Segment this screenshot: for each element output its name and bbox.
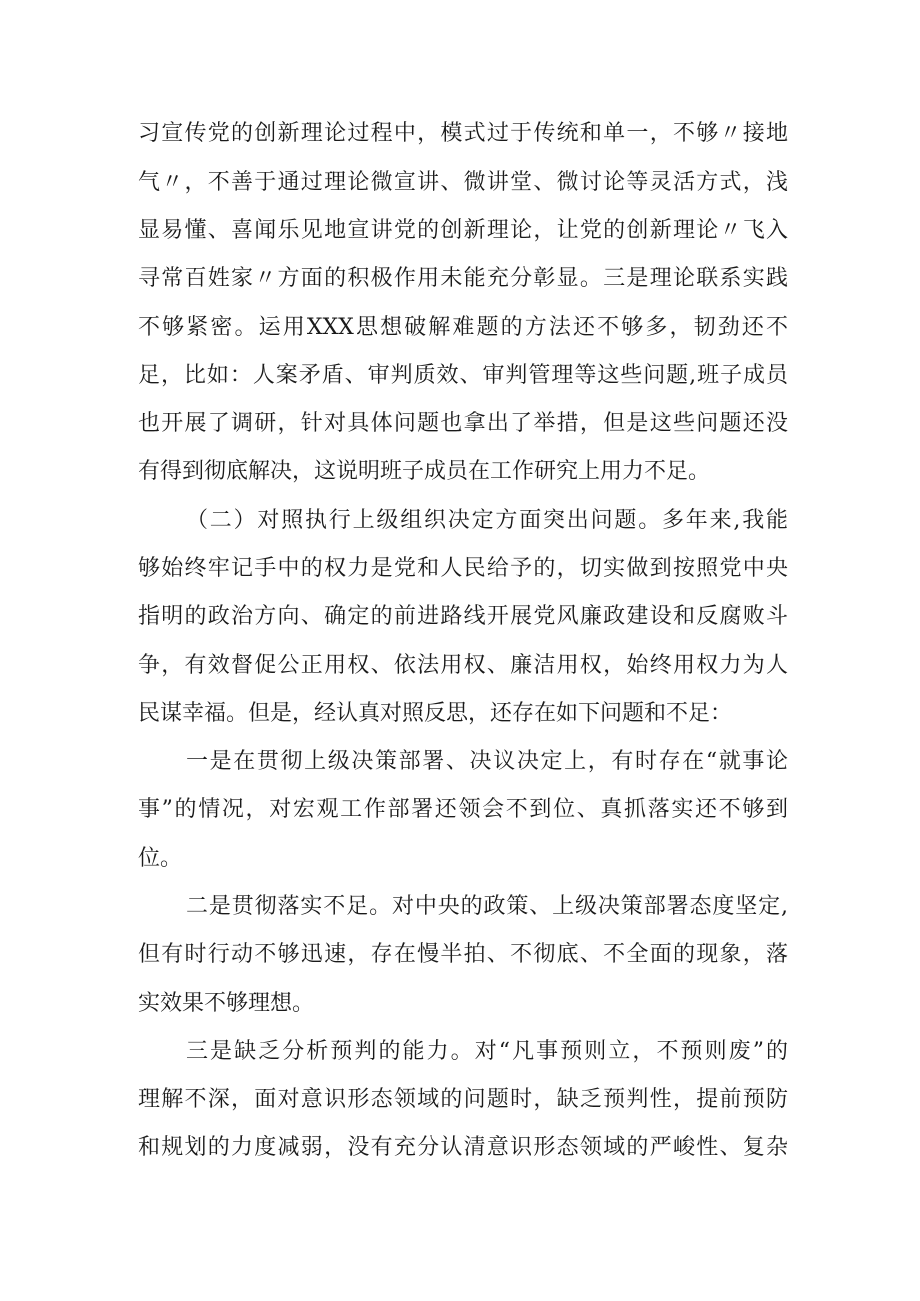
text-line: 显易懂、喜闻乐见地宣讲党的创新理论，让党的创新理论〃飞入 xyxy=(138,218,788,243)
paragraph-first-line: 一是在贯彻上级决策部署、决议决定上，有时存在“就事论 xyxy=(186,749,788,774)
text-line: 够始终牢记手中的权力是党和人民给予的，切实做到按照党中央 xyxy=(138,556,788,581)
text-line: 位。 xyxy=(138,846,183,871)
text-line: 气〃，不善于通过理论微宣讲、微讲堂、微讨论等灵活方式，浅 xyxy=(138,170,788,195)
text-line: 争，有效督促公正用权、依法用权、廉洁用权，始终用权力为人 xyxy=(138,653,788,678)
text-line: 也开展了调研，针对具体问题也拿出了举措，但是这些问题还没 xyxy=(138,411,788,436)
text-line: 理解不深，面对意识形态领域的问题时，缺乏预判性，提前预防 xyxy=(138,1087,788,1112)
text-line: 指明的政治方向、确定的前进路线开展党风廉政建设和反腐败斗 xyxy=(138,604,788,629)
text-line: 寻常百姓家〃方面的积极作用未能充分彰显。三是理论联系实践 xyxy=(138,266,788,291)
text-line: 实效果不够理想。 xyxy=(138,991,315,1016)
section-heading-line: （二）对照执行上级组织决定方面突出问题。多年来,我能 xyxy=(186,508,788,533)
text-line: 不够紧密。运用XXX思想破解难题的方法还不够多，韧劲还不 xyxy=(138,315,788,340)
text-line: 和规划的力度减弱，没有充分认清意识形态领域的严峻性、复杂 xyxy=(138,1135,788,1160)
text-line: 但有时行动不够迅速，存在慢半拍、不彻底、不全面的现象，落 xyxy=(138,942,788,967)
text-line: 事”的情况，对宏观工作部署还领会不到位、真抓落实还不够到 xyxy=(138,797,788,822)
text-line: 足，比如：人案矛盾、审判质效、审判管理等这些问题,班子成员 xyxy=(138,363,788,388)
text-line: 习宣传党的创新理论过程中，模式过于传统和单一，不够〃接地 xyxy=(138,121,788,146)
text-line: 有得到彻底解决，这说明班子成员在工作研究上用力不足。 xyxy=(138,459,711,484)
text-line: 民谋幸福。但是，经认真对照反思，还存在如下问题和不足： xyxy=(138,701,733,726)
paragraph-first-line: 三是缺乏分析预判的能力。对“凡事预则立，不预则废”的 xyxy=(186,1039,788,1064)
paragraph-first-line: 二是贯彻落实不足。对中央的政策、上级决策部署态度坚定, xyxy=(186,894,788,919)
